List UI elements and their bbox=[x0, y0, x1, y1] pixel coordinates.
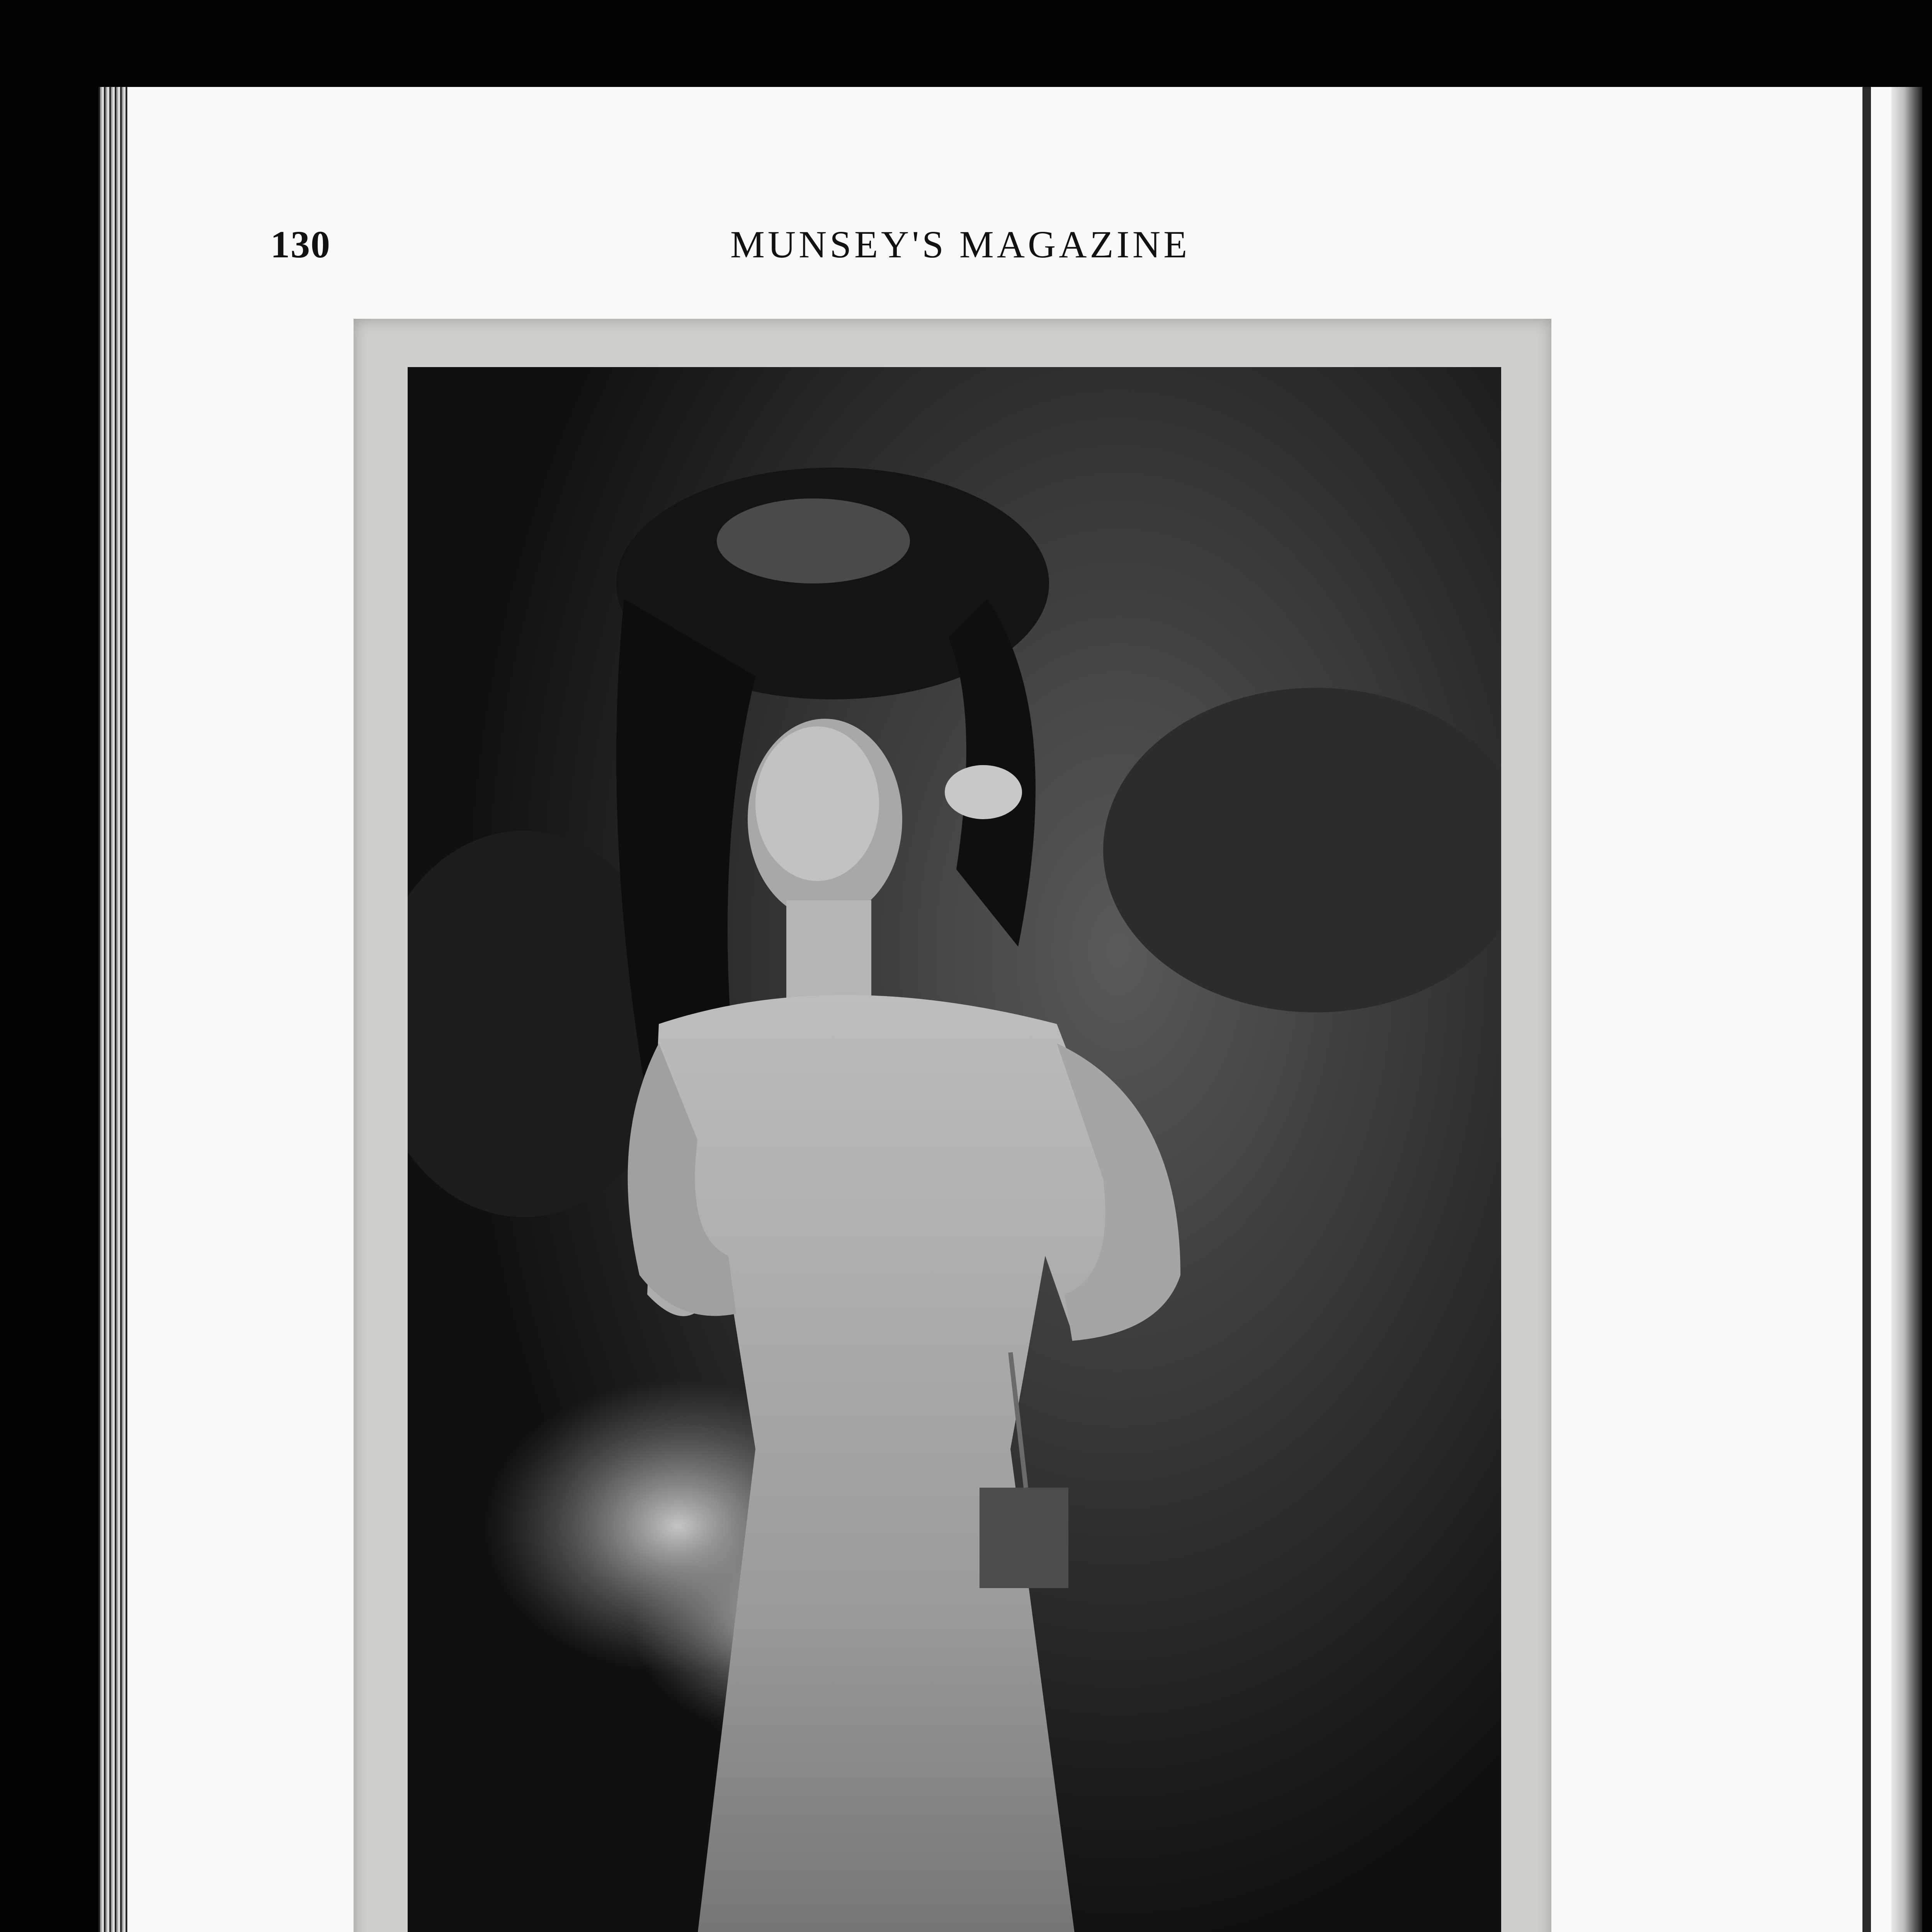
scan-border-right bbox=[1922, 0, 1932, 1932]
magazine-title: MUNSEY'S MAGAZINE bbox=[730, 223, 1190, 266]
page-fold-shadow bbox=[1862, 87, 1871, 1932]
page-stack-edge-left bbox=[99, 87, 129, 1932]
page-gutter bbox=[1891, 87, 1922, 1932]
page-number: 130 bbox=[270, 223, 331, 266]
portrait-photograph-icon bbox=[408, 367, 1501, 1932]
portrait-photograph bbox=[408, 367, 1501, 1932]
running-head bbox=[270, 222, 1198, 269]
